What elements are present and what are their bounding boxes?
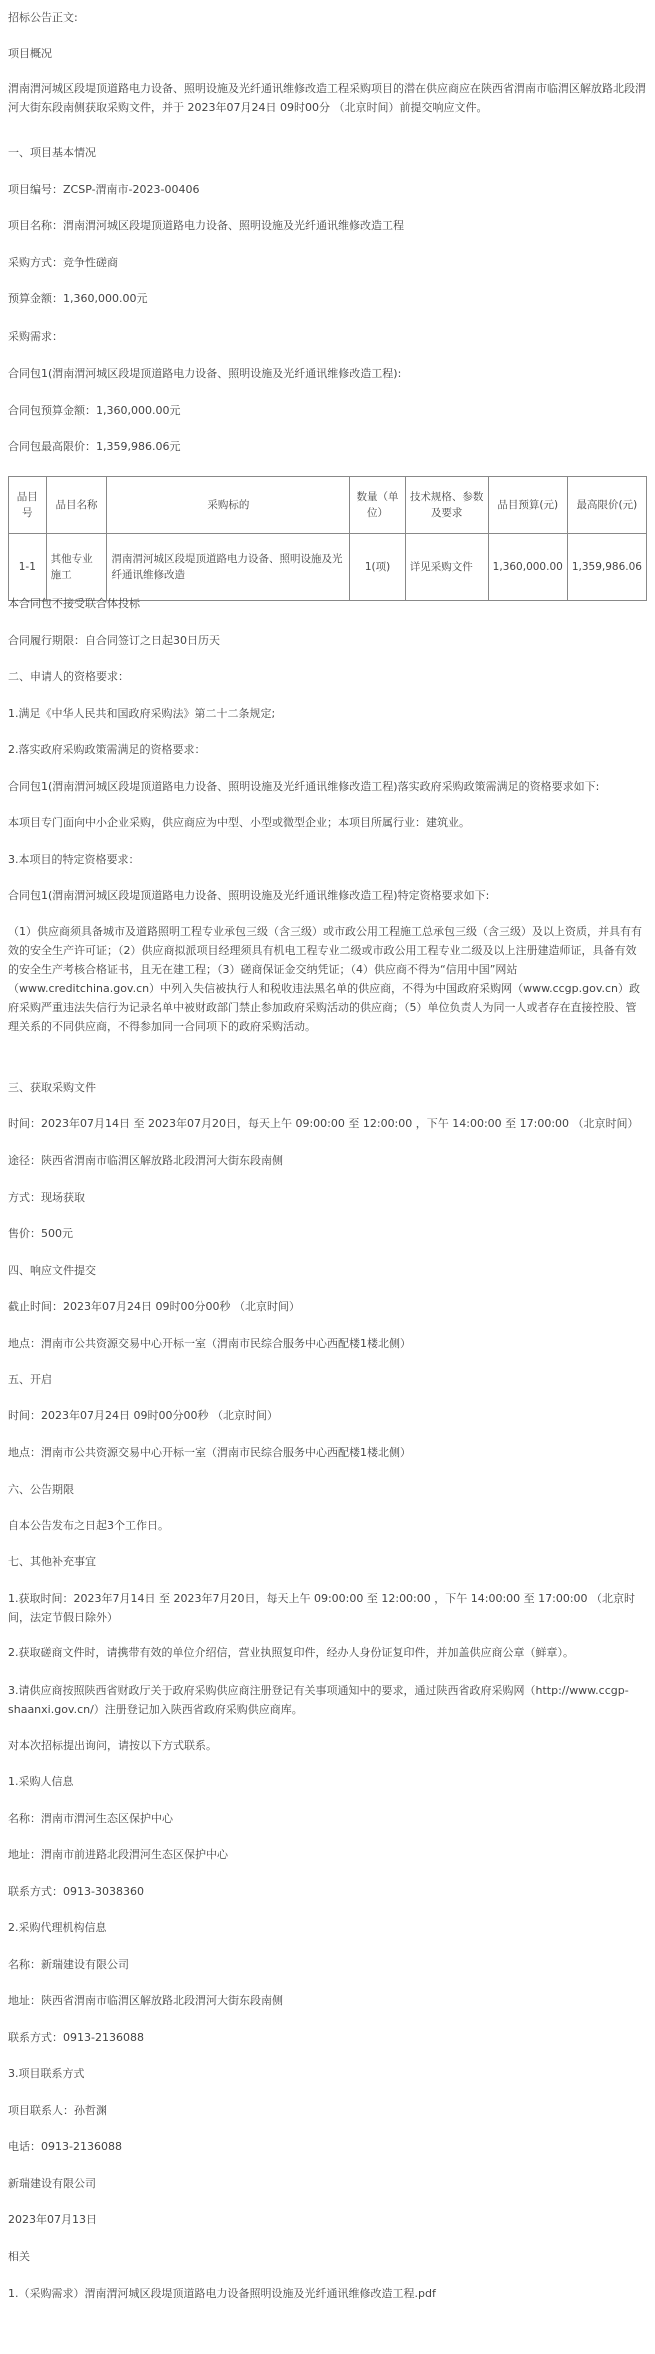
requirement-1: 1.满足《中华人民共和国政府采购法》第二十二条规定; bbox=[8, 707, 276, 720]
attachment-link[interactable]: 1.（采购需求）渭南渭河城区段堤顶道路电力设备照明设施及光纤通讯维修改造工程.pdf bbox=[8, 2287, 436, 2300]
cell-target: 渭南渭河城区段堤顶道路电力设备、照明设施及光纤通讯维修改造 bbox=[107, 534, 350, 601]
overview-text: 渭南渭河城区段堤顶道路电力设备、照明设施及光纤通讯维修改造工程采购项目的潜在供应商应在陕西省渭南市临渭区解放路北段渭河大街东段南侧获取采购文件，并于 2023年07月24日 09时00分 （北京时间）前提交响应文件。 bbox=[8, 82, 646, 114]
table-header-row bbox=[9, 477, 647, 534]
agency-address: 地址：陕西省渭南市临渭区解放路北段渭河大街东段南侧 bbox=[8, 1994, 283, 2007]
header-budget: 品目预算(元) bbox=[488, 477, 567, 534]
submission-place: 地点：渭南市公共资源交易中心开标一室（渭南市民综合服务中心西配楼1楼北侧） bbox=[8, 1337, 411, 1350]
table-row bbox=[9, 534, 647, 601]
contract-period: 合同履行期限：自合同签订之日起30日历天 bbox=[8, 634, 220, 647]
supplement-3: 3.请供应商按照陕西省财政厅关于政府采购供应商注册登记有关事项通知中的要求，通过陕西省政府采购网（http://www.ccgp-shaanxi.gov.cn/）注册登记加入陕西省政府采购供应商库。 bbox=[8, 1684, 629, 1716]
cell-item-name: 其他专业施工 bbox=[46, 534, 107, 601]
section-4-heading: 四、响应文件提交 bbox=[8, 1264, 96, 1277]
company-signature: 新瑞建设有限公司 bbox=[8, 2177, 96, 2190]
procurement-method: 采购方式：竞争性磋商 bbox=[8, 256, 118, 269]
related-label: 相关 bbox=[8, 2250, 30, 2263]
requirement-2-detail: 本项目专门面向中小企业采购，供应商应为中型、小型或微型企业；本项目所属行业：建筑业。 bbox=[8, 816, 470, 829]
section-5-heading: 五、开启 bbox=[8, 1373, 52, 1386]
procurement-items-table bbox=[8, 476, 647, 601]
header-item-no: 品目号 bbox=[9, 477, 47, 534]
obtain-time: 时间：2023年07月14日 至 2023年07月20日，每天上午 09:00:00 至 12:00:00 ，下午 14:00:00 至 17:00:00 （北京时间） bbox=[8, 1117, 639, 1130]
header-item-name: 品目名称 bbox=[46, 477, 107, 534]
overview-heading: 项目概况 bbox=[8, 47, 52, 60]
package-budget: 合同包预算金额：1,360,000.00元 bbox=[8, 404, 181, 417]
project-number: 项目编号：ZCSP-渭南市-2023-00406 bbox=[8, 183, 200, 196]
announcement-period: 自本公告发布之日起3个工作日。 bbox=[8, 1519, 169, 1532]
supplement-2: 2.获取磋商文件时，请携带有效的单位介绍信，营业执照复印件，经办人身份证复印件，并加盖供应商公章（鲜章）。 bbox=[8, 1646, 574, 1659]
requirement-3-package: 合同包1(渭南渭河城区段堤顶道路电力设备、照明设施及光纤通讯维修改造工程)特定资格要求如下: bbox=[8, 889, 490, 902]
requirement-3: 3.本项目的特定资格要求： bbox=[8, 853, 140, 866]
contract-package: 合同包1(渭南渭河城区段堤顶道路电力设备、照明设施及光纤通讯维修改造工程): bbox=[8, 367, 402, 380]
document-price: 售价：500元 bbox=[8, 1227, 73, 1240]
section-3-heading: 三、获取采购文件 bbox=[8, 1081, 96, 1094]
announcement-label: 招标公告正文: bbox=[8, 11, 78, 24]
submission-deadline: 截止时间：2023年07月24日 09时00分00秒 （北京时间） bbox=[8, 1300, 300, 1313]
obtain-route: 途径：陕西省渭南市临渭区解放路北段渭河大街东段南侧 bbox=[8, 1154, 283, 1167]
section-6-heading: 六、公告期限 bbox=[8, 1483, 74, 1496]
requirement-2: 2.落实政府采购政策需满足的资格要求： bbox=[8, 743, 206, 756]
section-2-heading: 二、申请人的资格要求： bbox=[8, 670, 129, 683]
consortium-note: 本合同包不接受联合体投标 bbox=[8, 597, 140, 610]
contact-heading: 3.项目联系方式 bbox=[8, 2067, 85, 2080]
cell-spec: 详见采购文件 bbox=[405, 534, 488, 601]
section-1-heading: 一、项目基本情况 bbox=[8, 146, 96, 159]
header-limit: 最高限价(元) bbox=[567, 477, 646, 534]
inquiry-intro: 对本次招标提出询问，请按以下方式联系。 bbox=[8, 1739, 217, 1752]
package-limit: 合同包最高限价：1,359,986.06元 bbox=[8, 440, 181, 453]
contact-person: 项目联系人：孙哲渊 bbox=[8, 2104, 107, 2117]
buyer-name: 名称：渭南市渭河生态区保护中心 bbox=[8, 1812, 173, 1825]
buyer-phone: 联系方式：0913-3038360 bbox=[8, 1885, 144, 1898]
cell-budget: 1,360,000.00 bbox=[488, 534, 567, 601]
requirement-2-package: 合同包1(渭南渭河城区段堤顶道路电力设备、照明设施及光纤通讯维修改造工程)落实政府采购政策需满足的资格要求如下: bbox=[8, 780, 600, 793]
cell-limit: 1,359,986.06 bbox=[567, 534, 646, 601]
obtain-method: 方式：现场获取 bbox=[8, 1191, 85, 1204]
buyer-heading: 1.采购人信息 bbox=[8, 1775, 74, 1788]
cell-quantity: 1(项) bbox=[350, 534, 405, 601]
header-quantity: 数量（单位） bbox=[350, 477, 405, 534]
requirement-3-detail: （1）供应商须具备城市及道路照明工程专业承包三级（含三级）或市政公用工程施工总承包三级（含三级）及以上资质，并具有有效的安全生产许可证；（2）供应商拟派项目经理须具有机电工程专业二级或市政公用工程专业二级及以上注册建造师证，具备有效的安全生产考核合格证书，且无在建工程；（3）磋商保证金交纳凭证；（4）供应商不得为“信用中国”网站（www.creditchina.gov.cn）中列入失信被执行人和税收违法黑名单的供应商，不得为中国政府采购网（www.ccgp.gov.cn）政府采购严重违法失信行为记录名单中被财政部门禁止参加政府采购活动的供应商；（5）单位负责人为同一人或者存在直接控股、管理关系的不同供应商，不得参加同一合同项下的政府采购活动。 bbox=[8, 925, 642, 1033]
header-target: 采购标的 bbox=[107, 477, 350, 534]
section-7-heading: 七、其他补充事宜 bbox=[8, 1555, 96, 1568]
buyer-address: 地址：渭南市前进路北段渭河生态区保护中心 bbox=[8, 1848, 228, 1861]
opening-place: 地点：渭南市公共资源交易中心开标一室（渭南市民综合服务中心西配楼1楼北侧） bbox=[8, 1446, 411, 1459]
announcement-date: 2023年07月13日 bbox=[8, 2213, 97, 2226]
opening-time: 时间：2023年07月24日 09时00分00秒 （北京时间） bbox=[8, 1409, 278, 1422]
contact-phone: 电话：0913-2136088 bbox=[8, 2140, 122, 2153]
cell-item-no: 1-1 bbox=[9, 534, 47, 601]
budget-amount: 预算金额：1,360,000.00元 bbox=[8, 292, 148, 305]
supplement-1: 1.获取时间：2023年7月14日 至 2023年7月20日，每天上午 09:00:00 至 12:00:00 ，下午 14:00:00 至 17:00:00 （北京时间，法定节假日除外） bbox=[8, 1592, 636, 1624]
project-name: 项目名称：渭南渭河城区段堤顶道路电力设备、照明设施及光纤通讯维修改造工程 bbox=[8, 219, 404, 232]
procurement-requirement: 采购需求： bbox=[8, 330, 63, 343]
agency-name: 名称：新瑞建设有限公司 bbox=[8, 1958, 129, 1971]
agency-heading: 2.采购代理机构信息 bbox=[8, 1921, 107, 1934]
header-spec: 技术规格、参数及要求 bbox=[405, 477, 488, 534]
agency-phone: 联系方式：0913-2136088 bbox=[8, 2031, 144, 2044]
